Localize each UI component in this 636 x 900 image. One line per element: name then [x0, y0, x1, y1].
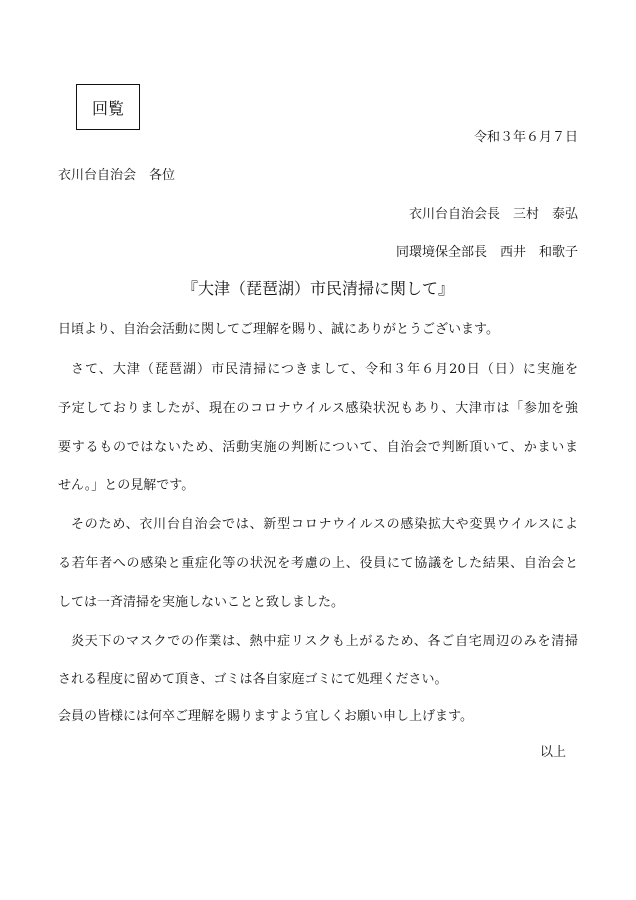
body-line: 会員の皆様には何卒ご理解を賜りますよう宜しくお願い申し上げます。 [58, 709, 473, 724]
body-line: そのため、衣川台自治会では、新型コロナウイルスの感染拡大や変異ウイルスによ [71, 517, 578, 532]
body-line: 炎天下のマスクでの作業は、熱中症リスクも上がるため、各ご自宅周辺のみを清掃 [71, 634, 578, 649]
body-line: さて、大津（琵琶湖）市民清掃につきまして、令和３年６月20日（日）に実施を [71, 362, 578, 377]
document-date: 令和３年６月７日 [473, 130, 578, 145]
body-line: しては一斉清掃を実施しないことと致しました。 [58, 595, 345, 610]
body-line: る若年者への感染と重症化等の状況を考慮の上、役員にて協議をした結果、自治会と [58, 556, 578, 571]
body-line: 日頃より、自治会活動に関してご理解を賜り、誠にありがとうございます。 [58, 322, 499, 337]
body-line: される程度に留めて頂き、ゴミは各自家庭ゴミにて処理ください。 [58, 672, 448, 687]
document-title: 『大津（琵琶湖）市民清掃に関して』 [181, 279, 454, 298]
body-line: せん。」との見解です。 [58, 478, 195, 493]
body-line: 予定しておりましたが、現在のコロナウイルス感染状況もあり、大津市は「参加を強 [58, 401, 578, 416]
body-line: 要するものではないため、活動実施の判断について、自治会で判断頂いて、かまいま [58, 440, 578, 455]
closing-ijou: 以上 [539, 745, 566, 760]
sender-environment-head: 同環境保全部長 西井 和歌子 [395, 245, 578, 260]
circulation-stamp-box [76, 84, 140, 130]
circulation-label: 回覧 [91, 98, 124, 118]
recipient-line: 衣川台自治会 各位 [58, 168, 176, 183]
sender-chairman: 衣川台自治会長 三村 泰弘 [408, 207, 578, 222]
